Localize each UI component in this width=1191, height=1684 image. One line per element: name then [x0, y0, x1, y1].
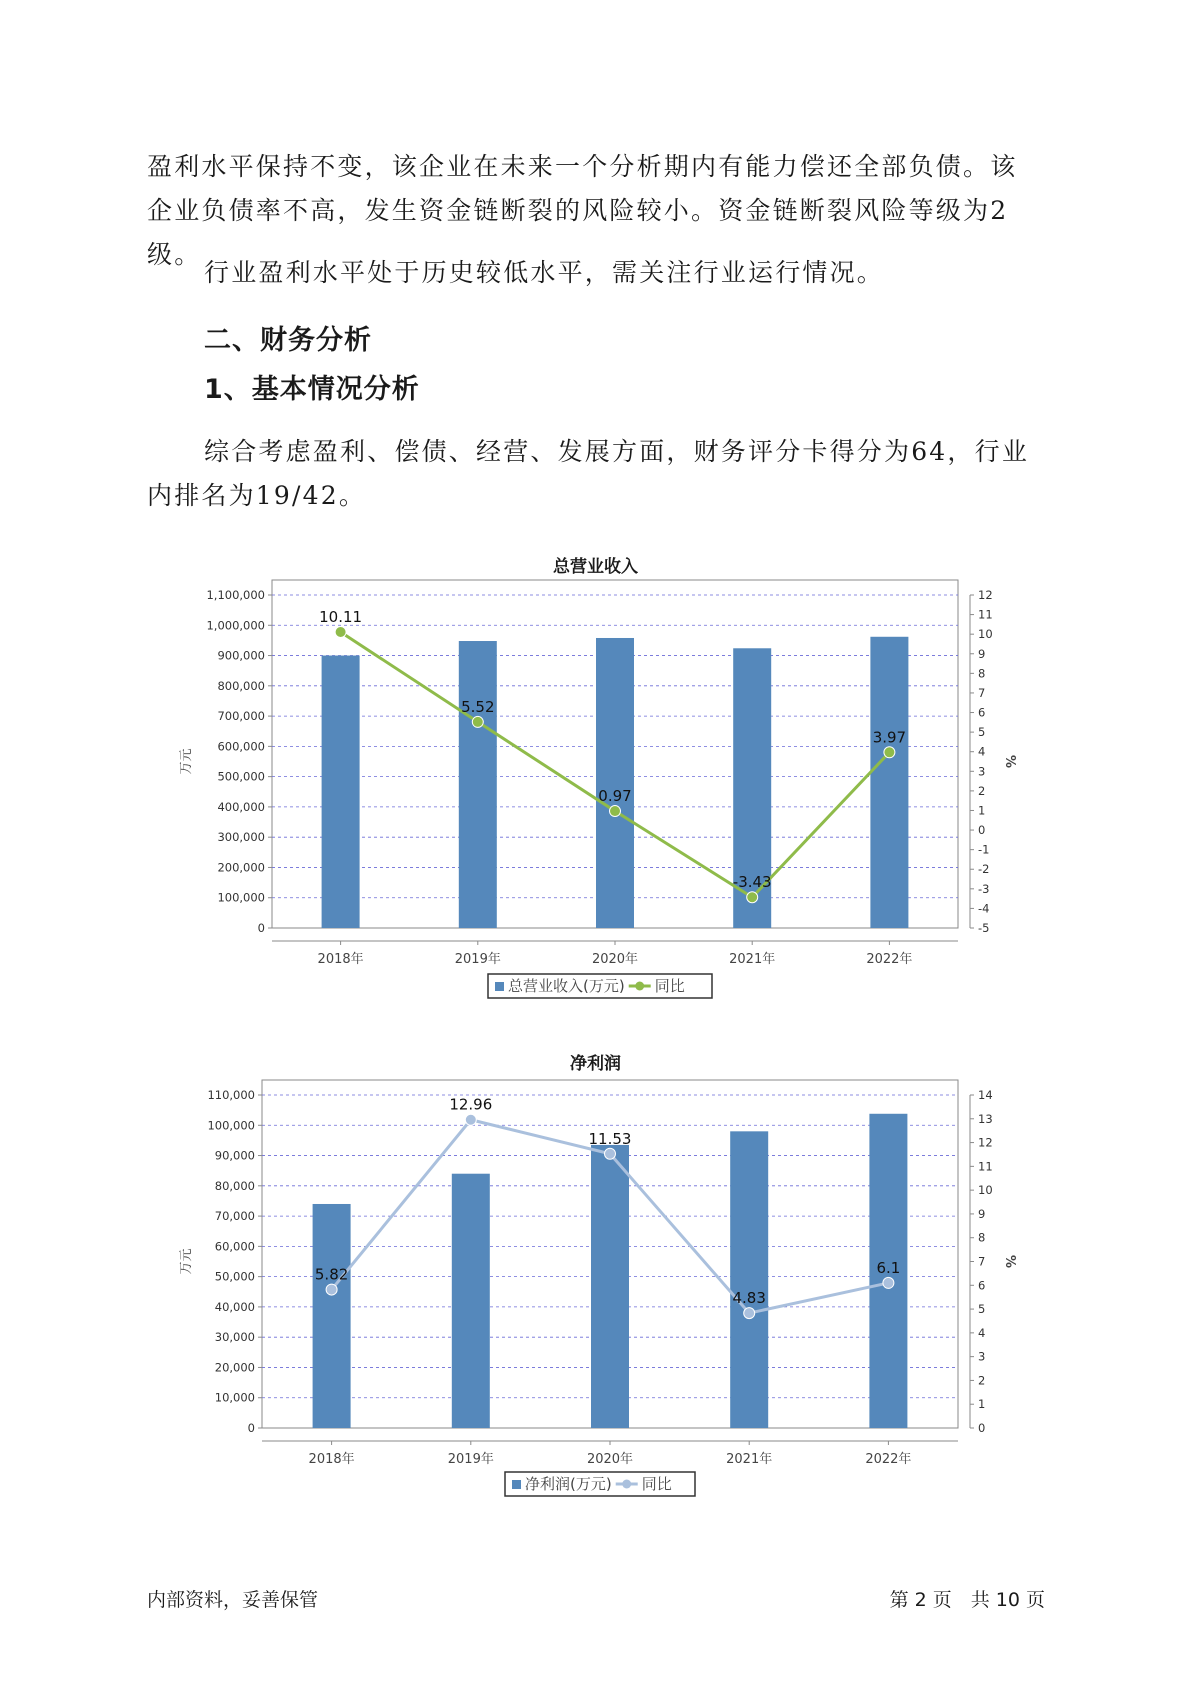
revenue-chart	[0, 580, 1191, 1010]
x-tick-label: 2019年	[454, 952, 501, 967]
paragraph-line: 盈利水平保持不变，该企业在未来一个分析期内有能力偿还全部负债。该	[147, 152, 1018, 181]
bar	[459, 641, 497, 928]
y-tick-label: 800,000	[217, 678, 265, 693]
line-point	[884, 747, 895, 758]
y-tick-label: 50,000	[214, 1269, 255, 1284]
y2-tick-label: 7	[978, 1254, 986, 1269]
bar	[730, 1131, 768, 1428]
bar	[591, 1145, 629, 1428]
line-point	[883, 1277, 894, 1288]
y2-axis-title: %	[1002, 1254, 1017, 1269]
data-label: 5.82	[314, 1265, 349, 1284]
y2-tick-label: 2	[978, 783, 986, 798]
y-tick-label: 700,000	[217, 709, 265, 724]
y2-tick-label: 3	[978, 764, 986, 779]
y2-tick-label: 12	[978, 588, 993, 602]
x-tick-label: 2018年	[317, 952, 364, 967]
y-tick-label: 400,000	[217, 799, 265, 814]
y2-tick-label: 7	[978, 685, 986, 700]
x-tick-label: 2018年	[308, 1452, 355, 1467]
legend-line-marker	[622, 1480, 631, 1489]
y2-tick-label: -2	[978, 862, 990, 877]
y2-tick-label: -3	[978, 881, 990, 896]
y2-tick-label: 9	[978, 1206, 986, 1221]
chart-title: 总营业收入	[553, 557, 638, 577]
y2-tick-label: -5	[978, 921, 990, 935]
x-tick-label: 2021年	[726, 1452, 773, 1467]
legend-line-marker	[635, 982, 644, 991]
y2-tick-label: 5	[978, 1302, 986, 1317]
y-tick-label: 100,000	[217, 890, 265, 905]
y2-tick-label: 1	[978, 1397, 986, 1412]
y2-tick-label: 9	[978, 646, 986, 661]
x-tick-label: 2022年	[865, 1452, 912, 1467]
data-label: 3.97	[872, 728, 907, 747]
line-point	[744, 1308, 755, 1319]
line-point	[472, 716, 483, 727]
legend-bar-swatch	[512, 1480, 521, 1489]
y-axis-title: 万元	[179, 1248, 194, 1275]
bar	[596, 638, 634, 928]
y-axis-title: 万元	[179, 748, 194, 775]
line-point	[747, 892, 758, 903]
y2-tick-label: 5	[978, 725, 986, 740]
line-point	[610, 806, 621, 817]
footer-page-number: 第 2 页 共 10 页	[889, 1589, 1045, 1611]
y-tick-label: 30,000	[214, 1330, 255, 1345]
y2-tick-label: 10	[978, 627, 993, 642]
paragraph: 行业盈利水平处于历史较低水平，需关注行业运行情况。	[204, 258, 885, 287]
net-profit-chart	[0, 1080, 1191, 1510]
y-tick-label: 110,000	[207, 1088, 255, 1102]
data-label: 6.1	[876, 1258, 901, 1277]
y-tick-label: 10,000	[214, 1390, 255, 1405]
paragraph-line: 综合考虑盈利、偿债、经营、发展方面，财务评分卡得分为64，行业	[204, 437, 1030, 466]
x-tick-label: 2020年	[591, 952, 639, 967]
section-heading: 二、财务分析	[204, 325, 372, 356]
x-tick-label: 2020年	[586, 1452, 634, 1467]
y2-tick-label: 12	[978, 1135, 993, 1150]
legend-bar-label: 净利润(万元)	[525, 1475, 612, 1493]
data-label: 12.96	[449, 1095, 493, 1114]
y2-tick-label: 14	[978, 1088, 993, 1102]
y-tick-label: 900,000	[217, 648, 265, 663]
subsection-heading: 1、基本情况分析	[204, 374, 420, 405]
y2-tick-label: 10	[978, 1183, 993, 1198]
data-label: 4.83	[732, 1289, 766, 1308]
y2-tick-label: 6	[978, 1278, 986, 1293]
data-label: -3.43	[732, 873, 772, 892]
legend-bar-swatch	[495, 982, 504, 991]
y-tick-label: 600,000	[217, 739, 265, 754]
y-tick-label: 40,000	[214, 1299, 255, 1314]
y2-tick-label: -4	[978, 901, 990, 916]
legend-line-label: 同比	[654, 977, 685, 995]
y-tick-label: 80,000	[214, 1178, 255, 1193]
y2-tick-label: 11	[978, 1159, 993, 1174]
y-tick-label: 70,000	[214, 1209, 255, 1224]
footer-confidential: 内部资料，妥善保管	[147, 1589, 319, 1611]
y-tick-label: 1,100,000	[206, 588, 265, 602]
y-tick-label: 500,000	[217, 769, 265, 784]
x-tick-label: 2019年	[447, 1452, 494, 1467]
y2-tick-label: 4	[978, 1325, 986, 1340]
y2-tick-label: -1	[978, 842, 990, 857]
y-tick-label: 200,000	[217, 860, 265, 875]
y2-tick-label: 6	[978, 705, 986, 720]
y2-tick-label: 11	[978, 607, 993, 622]
data-label: 11.53	[588, 1129, 632, 1148]
x-tick-label: 2022年	[866, 952, 913, 967]
legend-bar-label: 总营业收入(万元)	[508, 977, 625, 995]
y-tick-label: 20,000	[214, 1360, 255, 1375]
paragraph-line: 内排名为19/42。	[147, 481, 367, 510]
y2-tick-label: 3	[978, 1349, 986, 1364]
y2-tick-label: 13	[978, 1111, 993, 1126]
data-label: 10.11	[319, 608, 363, 627]
chart-title: 净利润	[570, 1054, 621, 1074]
line-point	[335, 627, 346, 638]
line-point	[326, 1284, 337, 1295]
y2-tick-label: 8	[978, 1230, 986, 1245]
y-tick-label: 90,000	[214, 1148, 255, 1163]
y-tick-label: 100,000	[207, 1118, 255, 1133]
y2-tick-label: 0	[978, 823, 986, 838]
y-tick-label: 0	[257, 921, 265, 935]
line-point	[605, 1148, 616, 1159]
y2-tick-label: 4	[978, 744, 986, 759]
line-point	[465, 1114, 476, 1125]
y-tick-label: 0	[247, 1421, 255, 1435]
y2-tick-label: 1	[978, 803, 986, 818]
y-tick-label: 300,000	[217, 830, 265, 845]
paragraph-line: 企业负债率不高，发生资金链断裂的风险较小。资金链断裂风险等级为2级。	[147, 196, 1009, 269]
y2-tick-label: 8	[978, 666, 986, 681]
bar	[322, 656, 360, 928]
bar	[452, 1174, 490, 1428]
data-label: 5.52	[461, 697, 495, 716]
bar	[313, 1204, 351, 1428]
bar	[870, 637, 908, 928]
x-tick-label: 2021年	[729, 952, 776, 967]
legend-line-label: 同比	[641, 1475, 672, 1493]
y-tick-label: 60,000	[214, 1239, 255, 1254]
y2-tick-label: 2	[978, 1373, 986, 1388]
y-tick-label: 1,000,000	[206, 618, 265, 633]
data-label: 0.97	[598, 787, 632, 806]
y2-tick-label: 0	[978, 1421, 986, 1435]
y2-axis-title: %	[1002, 754, 1017, 769]
